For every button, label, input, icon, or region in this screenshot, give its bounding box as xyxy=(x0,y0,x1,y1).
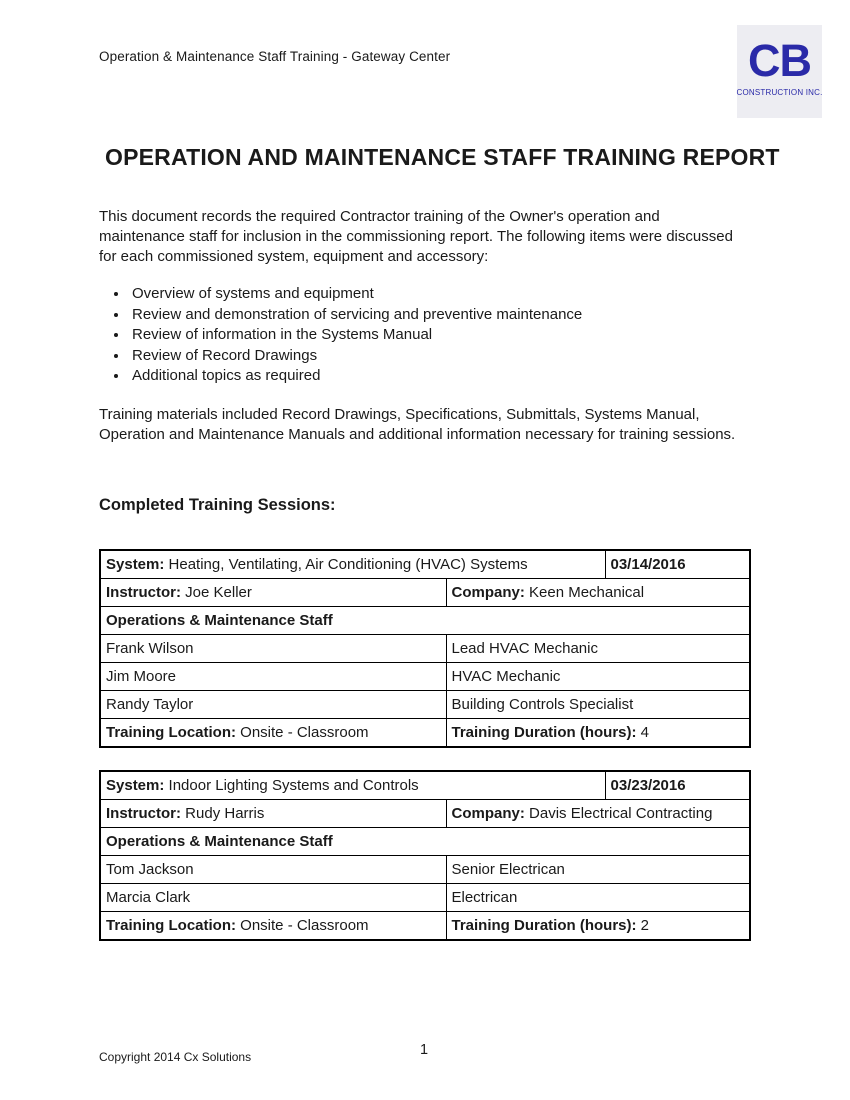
staff-heading-cell: Operations & Maintenance Staff xyxy=(100,607,750,635)
duration-cell xyxy=(446,719,750,748)
duration-label: Training Duration (hours): xyxy=(451,724,637,741)
bullet-item: • Review of Record Drawings xyxy=(129,346,769,367)
table-row xyxy=(100,635,750,663)
session-date: 03/23/2016 xyxy=(605,771,750,800)
location-value: Onsite - Classroom xyxy=(240,724,369,741)
instructor-label: Instructor: xyxy=(106,805,181,822)
company-cell xyxy=(446,579,750,607)
footer-copyright: Copyright 2014 Cx Solutions xyxy=(99,1050,252,1064)
company-value: Keen Mechanical xyxy=(529,584,645,601)
table-row xyxy=(100,912,750,941)
instructor-value: Joe Keller xyxy=(185,584,252,601)
table-row xyxy=(100,607,750,635)
system-label: System: xyxy=(106,777,165,794)
bullet-item: • Review of information in the Systems Manual xyxy=(129,325,769,346)
staff-name: Randy Taylor xyxy=(100,691,446,719)
session-table-lighting xyxy=(99,770,751,941)
staff-name: Tom Jackson xyxy=(100,856,446,884)
staff-title: Electrican xyxy=(446,884,750,912)
system-value: Indoor Lighting Systems and Controls xyxy=(168,777,419,794)
bullet-list xyxy=(99,284,769,387)
table-row xyxy=(100,856,750,884)
staff-name: Frank Wilson xyxy=(100,635,446,663)
page-number: 1 xyxy=(419,1042,429,1058)
session-table-hvac xyxy=(99,549,751,748)
duration-value: 4 xyxy=(640,724,650,741)
company-value: Davis Electrical Contracting xyxy=(529,805,713,822)
running-header: Operation & Maintenance Staff Training - Gateway Center xyxy=(99,49,451,64)
instructor-value: Rudy Harris xyxy=(185,805,265,822)
company-label: Company: xyxy=(451,805,525,822)
table-row xyxy=(100,579,750,607)
logo-initials: CB xyxy=(748,35,811,86)
staff-title: Lead HVAC Mechanic xyxy=(446,635,750,663)
table-row xyxy=(100,884,750,912)
staff-heading-cell: Operations & Maintenance Staff xyxy=(100,828,750,856)
instructor-cell xyxy=(100,800,446,828)
logo-subtitle: CONSTRUCTION INC. xyxy=(736,88,823,97)
materials-paragraph: Training materials included Record Drawings, Specifications, Submittals, Systems Manual, Operation and Maintenance Manuals and additional information necessary for training sessions. xyxy=(99,406,736,443)
session-date: 03/14/2016 xyxy=(605,550,750,579)
company-logo xyxy=(737,25,822,118)
duration-value: 2 xyxy=(640,917,650,934)
system-cell xyxy=(100,771,605,800)
sessions-heading: Completed Training Sessions: xyxy=(99,496,336,514)
bullet-item: • Review and demonstration of servicing and preventive maintenance xyxy=(129,305,769,326)
system-label: System: xyxy=(106,556,165,573)
intro-paragraph: This document records the required Contractor training of the Owner's operation and maintenance staff for inclusion in the commissioning report. The following items were discussed for each commissioned system, equipment and accessory: xyxy=(99,208,733,265)
bullet-item: • Additional topics as required xyxy=(129,366,769,387)
location-cell xyxy=(100,912,446,941)
duration-cell xyxy=(446,912,750,941)
instructor-cell xyxy=(100,579,446,607)
company-cell xyxy=(446,800,750,828)
location-label: Training Location: xyxy=(106,917,236,934)
table-row xyxy=(100,771,750,800)
bullet-item: • Overview of systems and equipment xyxy=(129,284,769,305)
duration-label: Training Duration (hours): xyxy=(451,917,637,934)
location-label: Training Location: xyxy=(106,724,236,741)
staff-name: Marcia Clark xyxy=(100,884,446,912)
table-row xyxy=(100,691,750,719)
staff-title: Senior Electrican xyxy=(446,856,750,884)
table-row xyxy=(100,828,750,856)
location-cell xyxy=(100,719,446,748)
staff-title: HVAC Mechanic xyxy=(446,663,750,691)
system-cell xyxy=(100,550,605,579)
table-row xyxy=(100,663,750,691)
document-title: OPERATION AND MAINTENANCE STAFF TRAINING REPORT xyxy=(105,144,780,170)
staff-title: Building Controls Specialist xyxy=(446,691,750,719)
table-row xyxy=(100,719,750,748)
instructor-label: Instructor: xyxy=(106,584,181,601)
staff-name: Jim Moore xyxy=(100,663,446,691)
company-label: Company: xyxy=(451,584,525,601)
table-row xyxy=(100,800,750,828)
system-value: Heating, Ventilating, Air Conditioning (HVAC) Systems xyxy=(168,556,528,573)
location-value: Onsite - Classroom xyxy=(240,917,369,934)
table-row xyxy=(100,550,750,579)
